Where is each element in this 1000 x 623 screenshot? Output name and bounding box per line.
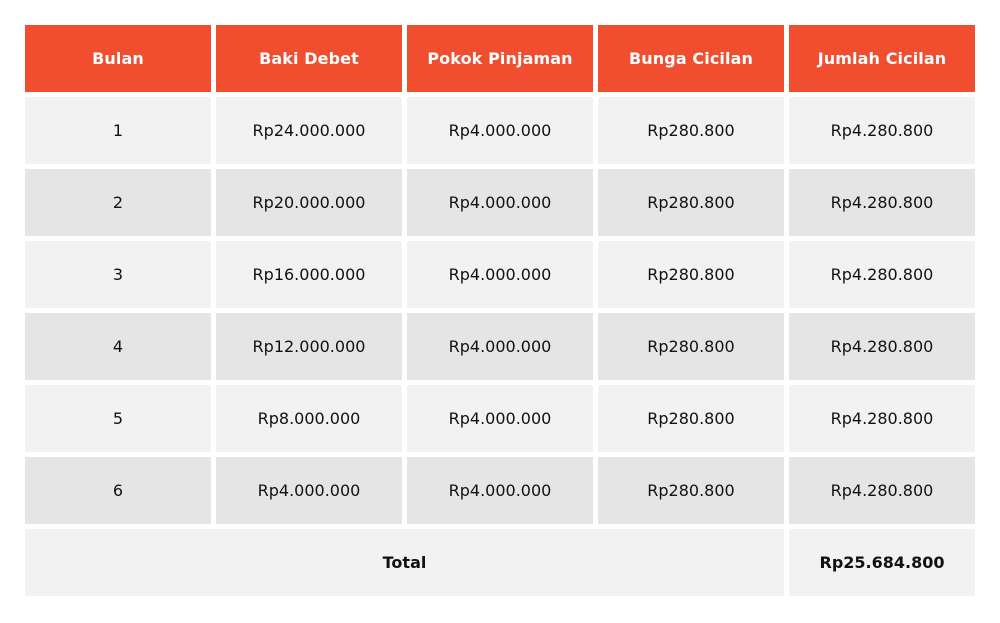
cell-bulan: 3: [25, 241, 211, 308]
cell-jumlah-cicilan: Rp4.280.800: [789, 313, 975, 380]
table-header-row: [25, 25, 975, 92]
cell-bunga-cicilan: Rp280.800: [598, 97, 784, 164]
table-row: [25, 97, 975, 164]
cell-jumlah-cicilan: Rp4.280.800: [789, 241, 975, 308]
total-label: Total: [25, 529, 784, 596]
cell-bulan: 2: [25, 169, 211, 236]
cell-baki-debet: Rp20.000.000: [216, 169, 402, 236]
total-row: [25, 529, 975, 596]
cell-baki-debet: Rp24.000.000: [216, 97, 402, 164]
cell-bunga-cicilan: Rp280.800: [598, 313, 784, 380]
header-bulan: Bulan: [25, 25, 211, 92]
table-row: [25, 457, 975, 524]
cell-pokok-pinjaman: Rp4.000.000: [407, 97, 593, 164]
cell-pokok-pinjaman: Rp4.000.000: [407, 169, 593, 236]
cell-baki-debet: Rp16.000.000: [216, 241, 402, 308]
cell-bunga-cicilan: Rp280.800: [598, 457, 784, 524]
cell-bulan: 4: [25, 313, 211, 380]
installment-table: [20, 20, 980, 601]
header-bunga-cicilan: Bunga Cicilan: [598, 25, 784, 92]
cell-jumlah-cicilan: Rp4.280.800: [789, 97, 975, 164]
cell-baki-debet: Rp8.000.000: [216, 385, 402, 452]
cell-jumlah-cicilan: Rp4.280.800: [789, 385, 975, 452]
installment-table-container: [25, 25, 975, 596]
cell-pokok-pinjaman: Rp4.000.000: [407, 241, 593, 308]
cell-pokok-pinjaman: Rp4.000.000: [407, 313, 593, 380]
cell-bulan: 6: [25, 457, 211, 524]
cell-bulan: 5: [25, 385, 211, 452]
cell-baki-debet: Rp4.000.000: [216, 457, 402, 524]
header-baki-debet: Baki Debet: [216, 25, 402, 92]
cell-baki-debet: Rp12.000.000: [216, 313, 402, 380]
cell-pokok-pinjaman: Rp4.000.000: [407, 457, 593, 524]
cell-bunga-cicilan: Rp280.800: [598, 241, 784, 308]
cell-jumlah-cicilan: Rp4.280.800: [789, 457, 975, 524]
table-row: [25, 169, 975, 236]
table-row: [25, 241, 975, 308]
table-row: [25, 385, 975, 452]
cell-bunga-cicilan: Rp280.800: [598, 385, 784, 452]
cell-bulan: 1: [25, 97, 211, 164]
cell-jumlah-cicilan: Rp4.280.800: [789, 169, 975, 236]
table-row: [25, 313, 975, 380]
total-value: Rp25.684.800: [789, 529, 975, 596]
header-jumlah-cicilan: Jumlah Cicilan: [789, 25, 975, 92]
header-pokok-pinjaman: Pokok Pinjaman: [407, 25, 593, 92]
cell-pokok-pinjaman: Rp4.000.000: [407, 385, 593, 452]
cell-bunga-cicilan: Rp280.800: [598, 169, 784, 236]
